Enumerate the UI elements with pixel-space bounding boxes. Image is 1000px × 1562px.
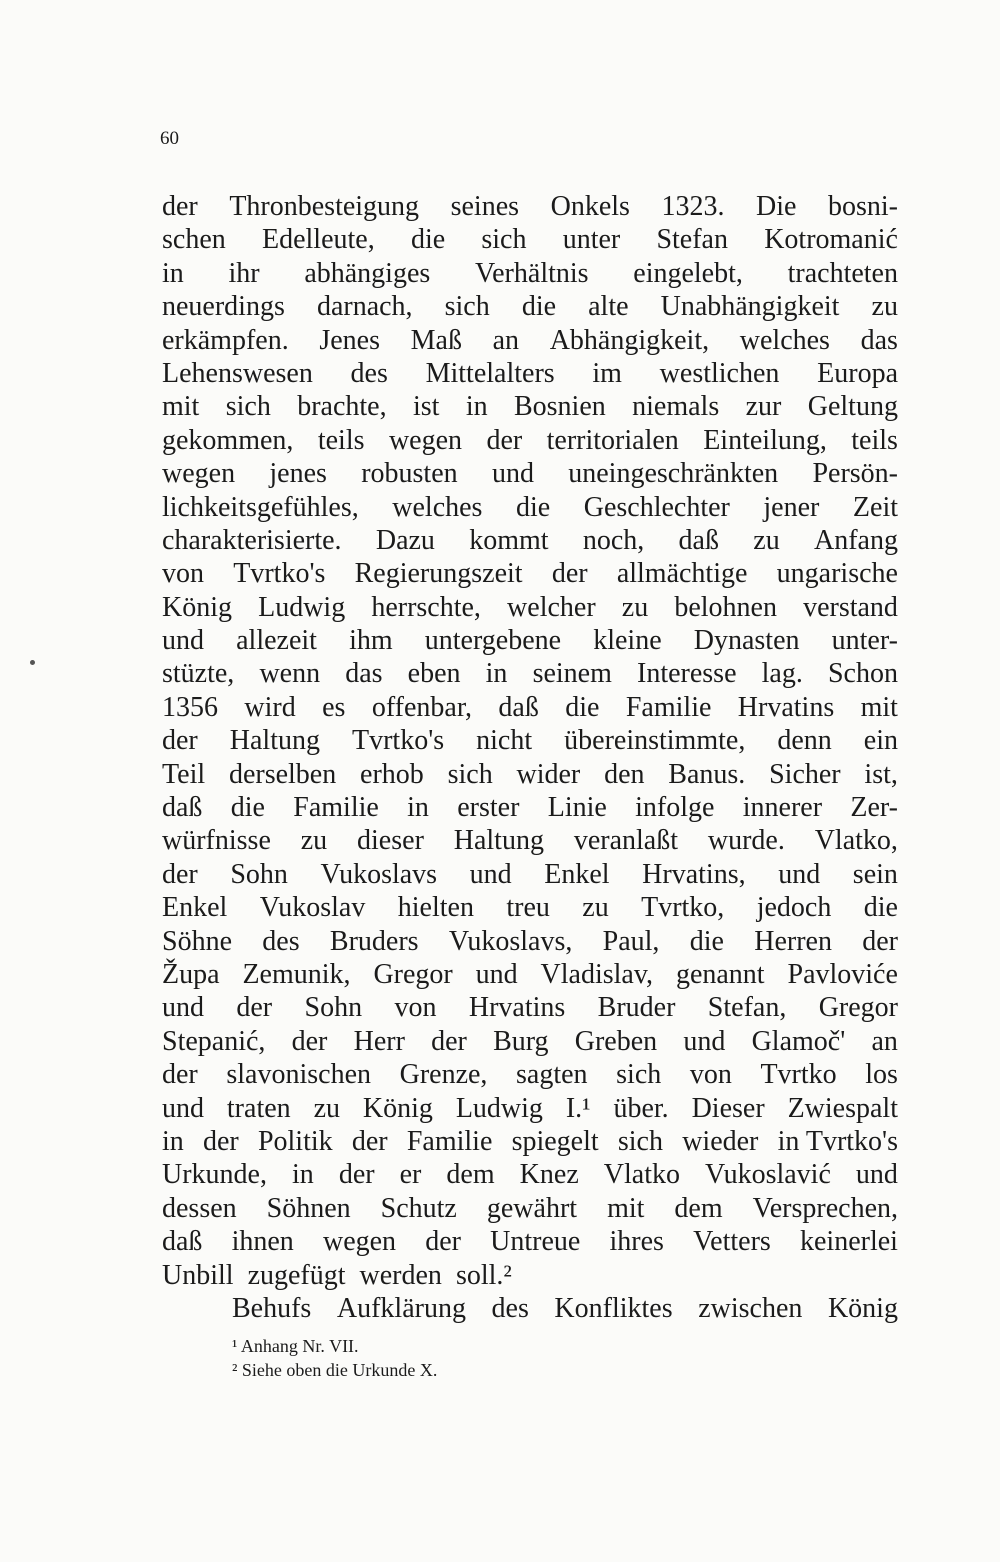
word: sich bbox=[225, 391, 271, 423]
word: Stefan, bbox=[707, 992, 787, 1024]
word: zugefügt bbox=[247, 1259, 346, 1291]
word: Untreue bbox=[490, 1226, 581, 1258]
word: wird bbox=[244, 691, 296, 723]
word: Onkels bbox=[550, 191, 630, 222]
word: er bbox=[399, 1159, 422, 1191]
word: welches bbox=[739, 324, 830, 356]
word: Vladislav, bbox=[540, 958, 654, 990]
word: ihnen bbox=[231, 1226, 294, 1258]
text-line bbox=[162, 1192, 898, 1225]
word: Unabhängigkeit bbox=[660, 291, 840, 323]
word: im bbox=[592, 357, 622, 389]
text-line bbox=[162, 491, 898, 524]
word: und bbox=[162, 992, 204, 1024]
word: der bbox=[551, 558, 588, 590]
word: ein bbox=[863, 725, 898, 757]
word: Gregor bbox=[818, 992, 898, 1024]
word: gewährt bbox=[486, 1192, 578, 1224]
word: wegen bbox=[162, 458, 236, 490]
text-line bbox=[162, 624, 898, 657]
word: brachte, bbox=[297, 391, 387, 423]
word: westlichen bbox=[659, 357, 780, 389]
word: Geltung bbox=[807, 391, 898, 423]
word: daß bbox=[162, 792, 203, 824]
word: genannt bbox=[675, 958, 765, 990]
word: in bbox=[465, 391, 488, 423]
word: 1323. bbox=[661, 191, 725, 222]
text-line bbox=[162, 858, 898, 891]
word: von bbox=[162, 558, 204, 590]
word: der bbox=[291, 1025, 328, 1057]
word: Vukoslav bbox=[259, 892, 366, 924]
word: daß bbox=[498, 691, 539, 723]
word: Anfang bbox=[813, 524, 898, 556]
word: ist, bbox=[864, 758, 898, 790]
word: kommt bbox=[469, 524, 549, 556]
word: sagten bbox=[516, 1059, 588, 1091]
word: Maß bbox=[410, 324, 462, 356]
word: der bbox=[162, 725, 198, 757]
word: der bbox=[431, 1025, 467, 1057]
word: derselben bbox=[228, 758, 337, 790]
word: König bbox=[827, 1292, 898, 1324]
word: der bbox=[862, 925, 898, 957]
word: Tvrtko bbox=[760, 1059, 837, 1091]
word: Söhnen bbox=[266, 1192, 351, 1224]
text-line bbox=[162, 223, 898, 256]
word: territorialen bbox=[546, 424, 679, 456]
word: nicht bbox=[476, 725, 533, 757]
word: Interesse bbox=[637, 658, 737, 690]
word: werden bbox=[359, 1259, 442, 1291]
word: der bbox=[162, 1059, 198, 1091]
word: uneingeschränkten bbox=[568, 458, 779, 490]
text-line bbox=[162, 324, 898, 357]
word: Thronbesteigung bbox=[229, 191, 420, 222]
word: dieser bbox=[357, 825, 424, 857]
text-line bbox=[162, 1292, 898, 1325]
word: ist bbox=[412, 391, 440, 423]
word: Zwiespalt bbox=[787, 1092, 898, 1124]
word: Bosnien bbox=[513, 391, 606, 423]
text-line bbox=[162, 891, 898, 924]
word: sein bbox=[852, 858, 898, 890]
word: Jenes bbox=[319, 324, 381, 356]
word: Sohn bbox=[304, 992, 363, 1024]
word: lichkeitsgefühles, bbox=[162, 491, 359, 523]
word: Paul, bbox=[602, 925, 660, 957]
word: teils bbox=[317, 424, 365, 456]
word: von bbox=[689, 1059, 732, 1091]
word: denn bbox=[777, 725, 832, 757]
word: Knez bbox=[519, 1159, 579, 1191]
word: robusten bbox=[361, 458, 458, 490]
word: ihr bbox=[228, 257, 260, 289]
word: mit bbox=[860, 691, 898, 723]
word: alte bbox=[588, 291, 629, 323]
word: jener bbox=[763, 491, 820, 523]
word: Glamoč' bbox=[751, 1025, 846, 1057]
word: sich bbox=[481, 224, 527, 256]
word: zu bbox=[313, 1092, 340, 1124]
footnote: ² Siehe oben die Urkunde X. bbox=[232, 1360, 438, 1380]
word: seinem bbox=[532, 658, 612, 690]
word: Edelleute, bbox=[261, 224, 375, 256]
text-line bbox=[162, 390, 898, 423]
word: innerer bbox=[742, 792, 823, 824]
footnotes bbox=[232, 1334, 437, 1382]
word: eben bbox=[407, 658, 461, 690]
word: lag. bbox=[761, 658, 803, 690]
word: Herr bbox=[353, 1025, 405, 1057]
word: wurde. bbox=[707, 825, 785, 857]
word: das bbox=[860, 324, 898, 356]
word: Kotromanić bbox=[764, 224, 898, 256]
word: Herren bbox=[754, 925, 832, 957]
word: Abhängigkeit, bbox=[549, 324, 710, 356]
word: Dazu bbox=[375, 524, 435, 556]
text-line bbox=[162, 1092, 898, 1125]
word: gekommen, bbox=[162, 424, 294, 456]
word: Grenze, bbox=[399, 1059, 488, 1091]
word: die bbox=[410, 224, 446, 256]
word: abhängiges bbox=[304, 257, 431, 289]
word: Vlatko bbox=[603, 1159, 680, 1191]
word: Lehenswesen bbox=[162, 357, 313, 389]
word: darnach, bbox=[316, 291, 413, 323]
word: Verhältnis bbox=[475, 257, 589, 289]
text-line bbox=[162, 457, 898, 490]
word: wider bbox=[516, 758, 581, 790]
word: sich bbox=[617, 1125, 663, 1157]
word: Unbill bbox=[162, 1259, 234, 1291]
word: Vukoslavs bbox=[320, 858, 438, 890]
text-line bbox=[162, 991, 898, 1024]
word: eingelebt, bbox=[633, 257, 743, 289]
word: der bbox=[351, 1125, 388, 1157]
word: Persön- bbox=[812, 458, 898, 490]
word: daß bbox=[162, 1226, 203, 1258]
text-line bbox=[162, 257, 898, 290]
text-line bbox=[162, 958, 898, 991]
word: Aufklärung bbox=[336, 1292, 466, 1324]
word: Haltung bbox=[453, 825, 544, 857]
word: der bbox=[162, 191, 198, 222]
word: der bbox=[338, 1159, 375, 1191]
word: soll.² bbox=[455, 1259, 512, 1291]
word: in bbox=[407, 792, 429, 824]
word: niemals bbox=[632, 391, 720, 423]
word: Ludwig bbox=[455, 1092, 543, 1124]
word: Tvrtko's bbox=[351, 725, 445, 757]
word: zu bbox=[582, 892, 609, 924]
text-line bbox=[162, 357, 898, 390]
word: Familie bbox=[406, 1125, 493, 1157]
word: herrschte, bbox=[371, 591, 481, 623]
word: seines bbox=[450, 191, 520, 222]
word: übereinstimmte, bbox=[564, 725, 746, 757]
word: zu bbox=[300, 825, 328, 857]
word: dem bbox=[446, 1159, 495, 1191]
word: Gregor bbox=[373, 958, 453, 990]
word: Mittelalters bbox=[425, 357, 555, 389]
word: sich bbox=[447, 758, 493, 790]
word: Vlatko, bbox=[814, 825, 898, 857]
text-line bbox=[162, 657, 898, 690]
text-line bbox=[162, 824, 898, 857]
word: mit bbox=[162, 391, 200, 423]
word: der bbox=[486, 424, 523, 456]
word: belohnen bbox=[674, 591, 777, 623]
word: zwischen bbox=[698, 1292, 803, 1324]
word: Linie bbox=[547, 792, 607, 824]
text-line bbox=[162, 1259, 898, 1292]
word: Dynasten bbox=[693, 625, 800, 657]
word: in bbox=[162, 257, 184, 289]
word: welches bbox=[392, 491, 483, 523]
text-line bbox=[162, 758, 898, 791]
word: zur bbox=[745, 391, 782, 423]
word: Enkel bbox=[162, 892, 228, 924]
word: Ludwig bbox=[258, 591, 346, 623]
word: ihm bbox=[349, 625, 393, 657]
word: die bbox=[863, 892, 898, 924]
word: unter- bbox=[831, 625, 898, 657]
word: treu bbox=[506, 892, 550, 924]
word: Politik bbox=[257, 1125, 333, 1157]
word: Sohn bbox=[230, 858, 288, 890]
word: Familie bbox=[625, 691, 712, 723]
word: in bbox=[162, 1125, 184, 1157]
word: dessen bbox=[162, 1192, 237, 1224]
word: Stefan bbox=[656, 224, 728, 256]
word: erhob bbox=[360, 758, 424, 790]
word: Urkunde, bbox=[162, 1159, 267, 1191]
word: König bbox=[162, 591, 232, 623]
word: offenbar, bbox=[371, 691, 473, 723]
word: wegen bbox=[322, 1226, 397, 1258]
word: daß bbox=[678, 524, 719, 556]
word: hielten bbox=[397, 892, 474, 924]
word: den bbox=[604, 758, 645, 790]
word: los bbox=[865, 1059, 898, 1091]
text-line bbox=[162, 524, 898, 557]
page-number: 60 bbox=[160, 128, 179, 149]
word: Die bbox=[756, 191, 797, 222]
word: wegen bbox=[388, 424, 463, 456]
marginal-mark bbox=[30, 660, 35, 665]
word: würfnisse bbox=[162, 825, 271, 857]
word: traten bbox=[226, 1092, 291, 1124]
word: spiegelt bbox=[511, 1125, 599, 1157]
word: die bbox=[230, 792, 265, 824]
word: Župa bbox=[162, 958, 220, 990]
word: des bbox=[350, 357, 388, 389]
word: mit bbox=[607, 1192, 645, 1224]
text-line bbox=[162, 190, 898, 223]
word: kleine bbox=[593, 625, 662, 657]
word: und bbox=[475, 958, 518, 990]
word: zu bbox=[753, 524, 780, 556]
word: Greben bbox=[574, 1025, 658, 1057]
word: teils bbox=[851, 424, 898, 456]
word: Stepanić, bbox=[162, 1025, 266, 1057]
word: Versprechen, bbox=[752, 1192, 898, 1224]
word: Vukoslavs, bbox=[448, 925, 573, 957]
word: und bbox=[491, 458, 534, 490]
word: von bbox=[394, 992, 437, 1024]
word: untergebene bbox=[424, 625, 562, 657]
word: Vukoslavić bbox=[705, 1159, 831, 1191]
word: in bbox=[485, 658, 508, 690]
word: Hrvatins, bbox=[642, 858, 746, 890]
word: die bbox=[689, 925, 724, 957]
word: des bbox=[491, 1292, 529, 1324]
word: Haltung bbox=[229, 725, 320, 757]
text-line bbox=[162, 557, 898, 590]
word: Dieser bbox=[691, 1092, 765, 1124]
word: Tvrtko's bbox=[233, 558, 326, 590]
word: welcher bbox=[507, 591, 596, 623]
word: und bbox=[162, 1092, 204, 1124]
word: jedoch bbox=[756, 892, 832, 924]
word: König bbox=[362, 1092, 433, 1124]
word: wieder bbox=[682, 1125, 759, 1157]
word: Hrvatins bbox=[468, 992, 566, 1024]
word: Söhne bbox=[162, 925, 232, 957]
word: und bbox=[683, 1025, 726, 1057]
word: charakterisierte. bbox=[162, 524, 342, 556]
word: bosni- bbox=[828, 191, 898, 222]
text-line bbox=[162, 1158, 898, 1191]
word: schen bbox=[162, 224, 226, 256]
word: der bbox=[236, 992, 273, 1024]
word: keinerlei bbox=[799, 1226, 898, 1258]
word: infolge bbox=[635, 792, 715, 824]
word: Behufs bbox=[232, 1292, 312, 1324]
word: Zer- bbox=[850, 792, 898, 824]
word: Einteilung, bbox=[703, 424, 827, 456]
text-line bbox=[162, 424, 898, 457]
word: ungarische bbox=[776, 558, 898, 590]
word: allmächtige bbox=[616, 558, 748, 590]
word: der bbox=[425, 1226, 461, 1258]
word: und bbox=[162, 625, 204, 657]
word: Burg bbox=[493, 1025, 549, 1057]
word: Pavloviće bbox=[787, 958, 898, 990]
word: die bbox=[521, 291, 557, 323]
text-line bbox=[162, 1025, 898, 1058]
word: Geschlechter bbox=[583, 491, 730, 523]
word: erkämpfen. bbox=[162, 324, 289, 356]
word: veranlaßt bbox=[573, 825, 678, 857]
text-line bbox=[162, 925, 898, 958]
word: Europa bbox=[817, 357, 898, 389]
text-line bbox=[162, 791, 898, 824]
word: allezeit bbox=[236, 625, 317, 657]
word: dem bbox=[674, 1192, 723, 1224]
word: das bbox=[345, 658, 383, 690]
word: und bbox=[855, 1159, 898, 1191]
word: unter bbox=[562, 224, 621, 256]
word: Zemunik, bbox=[242, 958, 351, 990]
word: die bbox=[515, 491, 551, 523]
word: slavonischen bbox=[226, 1059, 371, 1091]
word: der bbox=[202, 1125, 239, 1157]
text-line bbox=[162, 1058, 898, 1091]
word: 1356 bbox=[162, 691, 218, 723]
word: Hrvatins bbox=[737, 691, 835, 723]
word: stüzte, bbox=[162, 658, 235, 690]
word: jenes bbox=[269, 458, 327, 490]
text-line bbox=[162, 591, 898, 624]
word: zu bbox=[621, 591, 649, 623]
word: Sicher bbox=[769, 758, 841, 790]
word: in bbox=[292, 1159, 314, 1191]
word: und bbox=[778, 858, 821, 890]
body-text bbox=[162, 190, 898, 1325]
word: Vetters bbox=[693, 1226, 771, 1258]
word: wenn bbox=[259, 658, 321, 690]
text-line bbox=[162, 290, 898, 323]
word: ihres bbox=[609, 1226, 664, 1258]
word: verstand bbox=[803, 591, 898, 623]
word: es bbox=[322, 691, 346, 723]
word: sich bbox=[616, 1059, 662, 1091]
word: noch, bbox=[582, 524, 645, 556]
word: Tvrtko, bbox=[641, 892, 725, 924]
word: erster bbox=[457, 792, 520, 824]
word: Enkel bbox=[544, 858, 610, 890]
text-line bbox=[162, 691, 898, 724]
word: an bbox=[871, 1025, 898, 1057]
word: Regierungszeit bbox=[354, 558, 523, 590]
word: Banus. bbox=[668, 758, 746, 790]
word: Teil bbox=[162, 758, 206, 790]
text-line bbox=[162, 1225, 898, 1258]
word: der bbox=[162, 858, 198, 890]
word: Familie bbox=[293, 792, 379, 824]
word: die bbox=[565, 691, 600, 723]
word: Schon bbox=[827, 658, 898, 690]
word: zu bbox=[871, 291, 898, 323]
word: und bbox=[469, 858, 512, 890]
word: über. bbox=[613, 1092, 669, 1124]
footnote: ¹ Anhang Nr. VII. bbox=[232, 1336, 359, 1356]
text-line bbox=[162, 724, 898, 757]
word: an bbox=[492, 324, 520, 356]
word: I.¹ bbox=[565, 1092, 591, 1124]
text-line bbox=[162, 1125, 898, 1158]
word: Konfliktes bbox=[554, 1292, 673, 1324]
word: neuerdings bbox=[162, 291, 285, 323]
word: trachteten bbox=[787, 257, 898, 289]
word: Bruders bbox=[329, 925, 419, 957]
word: sich bbox=[444, 291, 490, 323]
word: in Tvrtko's bbox=[777, 1125, 898, 1157]
word: Bruder bbox=[597, 992, 676, 1024]
word: des bbox=[262, 925, 300, 957]
word: Schutz bbox=[380, 1192, 457, 1224]
word: Zeit bbox=[852, 491, 898, 523]
